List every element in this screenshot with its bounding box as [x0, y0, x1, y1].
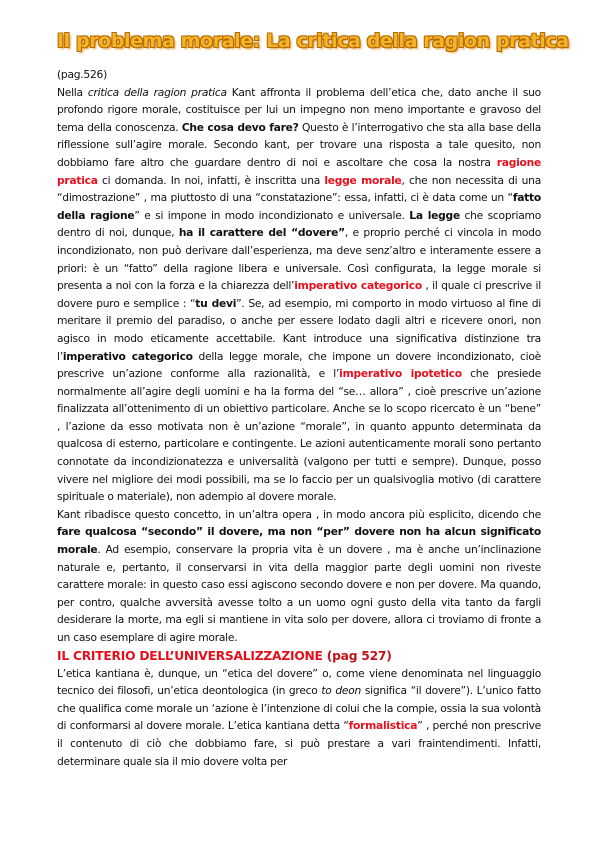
text-run: Nella	[57, 85, 88, 99]
paragraph-3	[57, 665, 541, 771]
bold-text: ha il carattere del “dovere”	[178, 226, 345, 240]
text-run: Kant affronta il problema dell’etica che, dato anche il suo profondo rigore morale, costituisce per lui un impegno non meno importante e gravoso del tema della conoscenza.	[57, 85, 541, 134]
bold-text: fare qualcosa “secondo” il dovere, ma non “per” dovere non ha alcun significato morale	[57, 525, 541, 557]
italic-text: critica della ragion pratica	[87, 85, 227, 99]
text-run: ” , perché non prescrive il contenuto di ciò che dobbiamo fare, si può prestare a vari fraintendimenti. Infatti, determinare quale sia il mio dovere volta per	[57, 719, 541, 768]
page-reference: (pag.526)	[57, 68, 108, 81]
section-heading	[57, 647, 541, 665]
bold-text: La legge	[409, 208, 460, 222]
text-run: , e proprio perché ci vincola in modo incondizionato, non può derivare dall’esperienza, ma deve senz’altro e interamente essere a priori: è un “fatto” della ragione libera e universale. Così configurata, la legge morale si presenta a noi con la forza e la chiarezza dell’	[57, 226, 542, 293]
highlighted-term: ragione pratica	[57, 155, 541, 187]
text-run: che presiede normalmente all’agire degli uomini e ha la forma del “se… allora” , cioè prescrive un’azione finalizzata all’ottenimento di un obiettivo particolare. Anche se lo scopo ricercato è un “bene” , l’azione da esso motivata non è un’azione “morale”, in quanto appunto determinata da qualcosa di esterno, particolare e contingente. Le azioni autenticamente morali sono pertanto connotate da incondizionatezza e universalità (valgono per tutti e sempre). Dunque, posso vivere nel migliore dei modi possibili, ma se lo faccio per un qualsivoglia motivo (di carattere spirituale o materiale), non adempio al dovere morale.	[57, 367, 541, 504]
text-run: significa “il dovere”). L’unico fatto che qualifica come morale un ‘azione è l’intenzione di colui che la compie, ossia la sua volontà di conformarsi al dovere morale. L’etica kantiana detta “	[57, 684, 541, 733]
text-run: ” e si impone in modo incondizionato e universale.	[134, 208, 410, 222]
text-run: ci domanda. In noi, infatti, è inscritta una	[97, 173, 325, 187]
highlighted-term: imperativo categorico	[294, 279, 422, 293]
bold-text: tu devi	[195, 296, 237, 310]
highlighted-term: formalistica	[348, 719, 418, 733]
bold-text: Che cosa devo fare?	[181, 120, 299, 134]
paragraph-1	[57, 84, 541, 506]
text-run: L’etica kantiana è, dunque, un “etica del dovere” o, come viene denominata nel linguaggio tecnico dei filosofi, un’etica deontologica (in greco	[57, 666, 541, 698]
bold-text: fatto della ragione	[57, 191, 541, 222]
section-heading-page: (pag 527)	[322, 648, 392, 663]
text-run: che scopriamo dentro di noi, dunque,	[57, 208, 541, 240]
text-run: , che non necessita di una “dimostrazione” , ma piuttosto di una “constatazione”: essa, infatti, ci è data come un “	[57, 173, 541, 205]
page-title: Il problema morale: La critica della ragion pratica	[57, 30, 569, 52]
italic-text: to deon	[321, 684, 362, 698]
highlighted-term: imperativo ipotetico	[339, 367, 462, 381]
text-run: . Ad esempio, conservare la propria vita è un dovere , ma è anche un’inclinazione naturale e, pertanto, il conservarsi in vita della maggior parte degli uomini non riveste carattere morale: in questo caso essi agiscono secondo dovere e non per dovere. Ma quando, per contro, qualche avversità avesse tolto a un uomo ogni gusto della vita tanto da fargli desiderare la morte, ma egli si mantiene in vita solo per dovere, allora ci troviamo di fronte a un caso esemplare di agire morale.	[57, 543, 541, 644]
text-run: Kant ribadisce questo concetto, in un’altra opera , in modo ancora più esplicito, dicendo che	[57, 507, 541, 521]
text-run: ”. Se, ad esempio, mi comporto in modo virtuoso al fine di meritare il premio del paradiso, o anche per essere lodato dagli altri e ricevere onori, non agisco in modo eticamente accettabile. Kant introduce una significativa distinzione tra l’	[57, 296, 542, 363]
text-run: , il quale ci prescrive il dovere puro e semplice : “	[57, 279, 541, 310]
text-run: della legge morale, che impone un dovere incondizionato, cioè prescrive un’azione conforme alla razionalità, e l’	[57, 349, 541, 381]
bold-text: imperativo categorico	[62, 349, 193, 363]
section-heading-text: IL CRITERIO DELL’UNIVERSALIZZAZIONE	[57, 648, 323, 663]
text-run: Questo è l’interrogativo che sta alla base della riflessione sull’agire morale. Secondo kant, per trovare una risposta a tale quesito, non dobbiamo fare altro che guardare dentro di noi e ascoltare che cosa la nostra	[57, 120, 542, 169]
document-body	[57, 66, 541, 770]
highlighted-term: legge morale	[324, 173, 402, 187]
paragraph-2	[57, 506, 541, 647]
